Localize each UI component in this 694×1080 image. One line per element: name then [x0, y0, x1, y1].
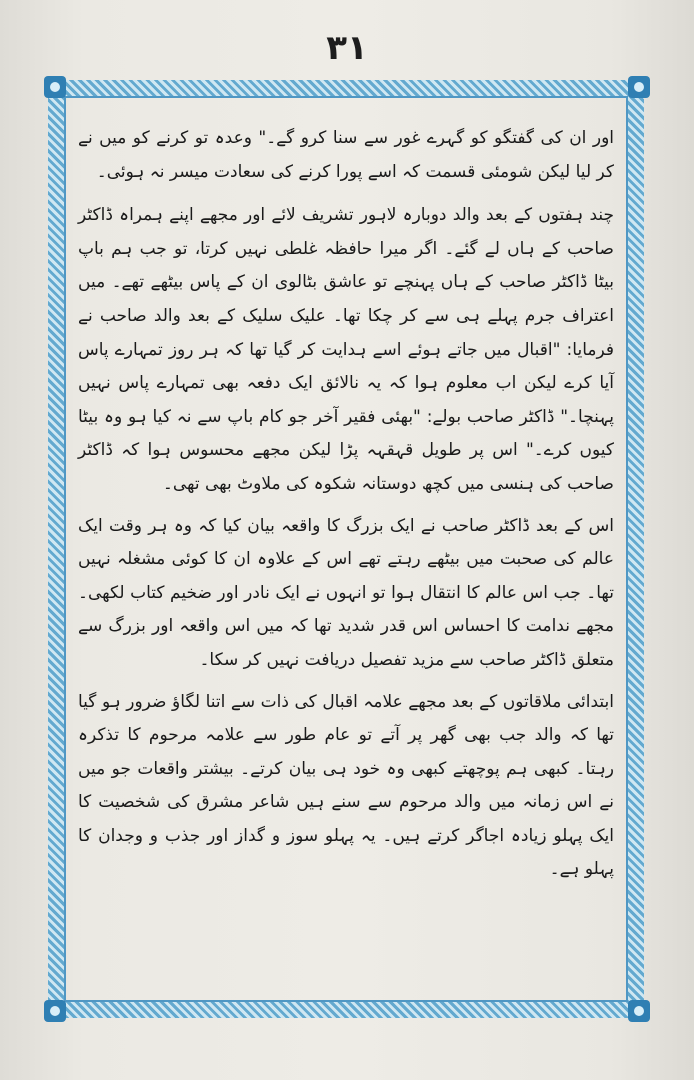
paragraph: ابتدائی ملاقاتوں کے بعد مجھے علامہ اقبال کی ذات سے اتنا لگاؤ ضرور ہو گیا تھا کہ والد جب بھی گھر پر آتے تو عام طور سے علامہ مرحوم کا تذکرہ رہتا۔ کبھی ہم پوچھتے کبھی وہ خود ہی بیان کرتے۔ بیشتر واقعات جو میں نے اس زمانہ میں والد مرحوم سے سنے ہیں شاعر مشرق کی شخصیت کا ایک پہلو زیادہ اجاگر کرتے ہیں۔ یہ پہلو سوز و گداز اور جذب و وجدان کا پہلو ہے۔ — [78, 691, 614, 880]
corner-ornament-icon — [44, 76, 66, 98]
corner-ornament-icon — [628, 76, 650, 98]
paragraph: اس کے بعد ڈاکٹر صاحب نے ایک بزرگ کا واقعہ بیان کیا کہ وہ ہر وقت ایک عالم کی صحبت میں بیٹھے رہتے تھے اس کے علاوہ ان کا کوئی مشغلہ نہیں تھا۔ جب اس عالم کا انتقال ہوا تو انہوں نے ایک نادر اور ضخیم کتاب لکھی۔ مجھے ندامت کا احساس اس قدر شدید تھا کہ میں اس واقعہ اور بزرگ سے متعلق ڈاکٹر صاحب سے مزید تفصیل دریافت نہیں کر سکا۔ — [78, 515, 614, 670]
paragraph: اور ان کی گفتگو کو گہرے غور سے سنا کرو گے۔" وعدہ تو کرنے کو میں نے کر لیا لیکن شومئی قسمت کہ اسے پورا کرنے کی سعادت میسر نہ ہوئی۔ — [78, 128, 614, 182]
body-text — [78, 122, 614, 895]
paragraph: چند ہفتوں کے بعد والد دوبارہ لاہور تشریف لائے اور مجھے اپنے ہمراہ ڈاکٹر صاحب کے ہاں لے گئے۔ اگر میرا حافظہ غلطی نہیں کرتا، تو جب ہم باپ بیٹا ڈاکٹر صاحب کے ہاں پہنچے تو عاشق بٹالوی ان کے پاس بیٹھے تھے۔ میں اعتراف جرم پہلے ہی سے کر چکا تھا۔ علیک سلیک کے بعد والد صاحب نے فرمایا: "اقبال میں جاتے ہوئے اسے ہدایت کر گیا تھا کہ ہر روز تمہارے پاس آیا کرے لیکن اب معلوم ہوا کہ یہ نالائق ایک دفعہ بھی تمہارے پاس نہیں پہنچا۔" ڈاکٹر صاحب بولے: "بھئی فقیر آخر جو کام باپ سے نہ کیا ہو وہ بیٹا کیوں کرے۔" اس پر طویل قہقہہ پڑا لیکن مجھے محسوس ہوا کہ ڈاکٹر صاحب کی ہنسی میں کچھ دوستانہ شکوہ کی ملاوٹ بھی تھی۔ — [78, 205, 614, 494]
corner-ornament-icon — [628, 1000, 650, 1022]
corner-ornament-icon — [44, 1000, 66, 1022]
page-number: ۳۱ — [326, 28, 368, 68]
